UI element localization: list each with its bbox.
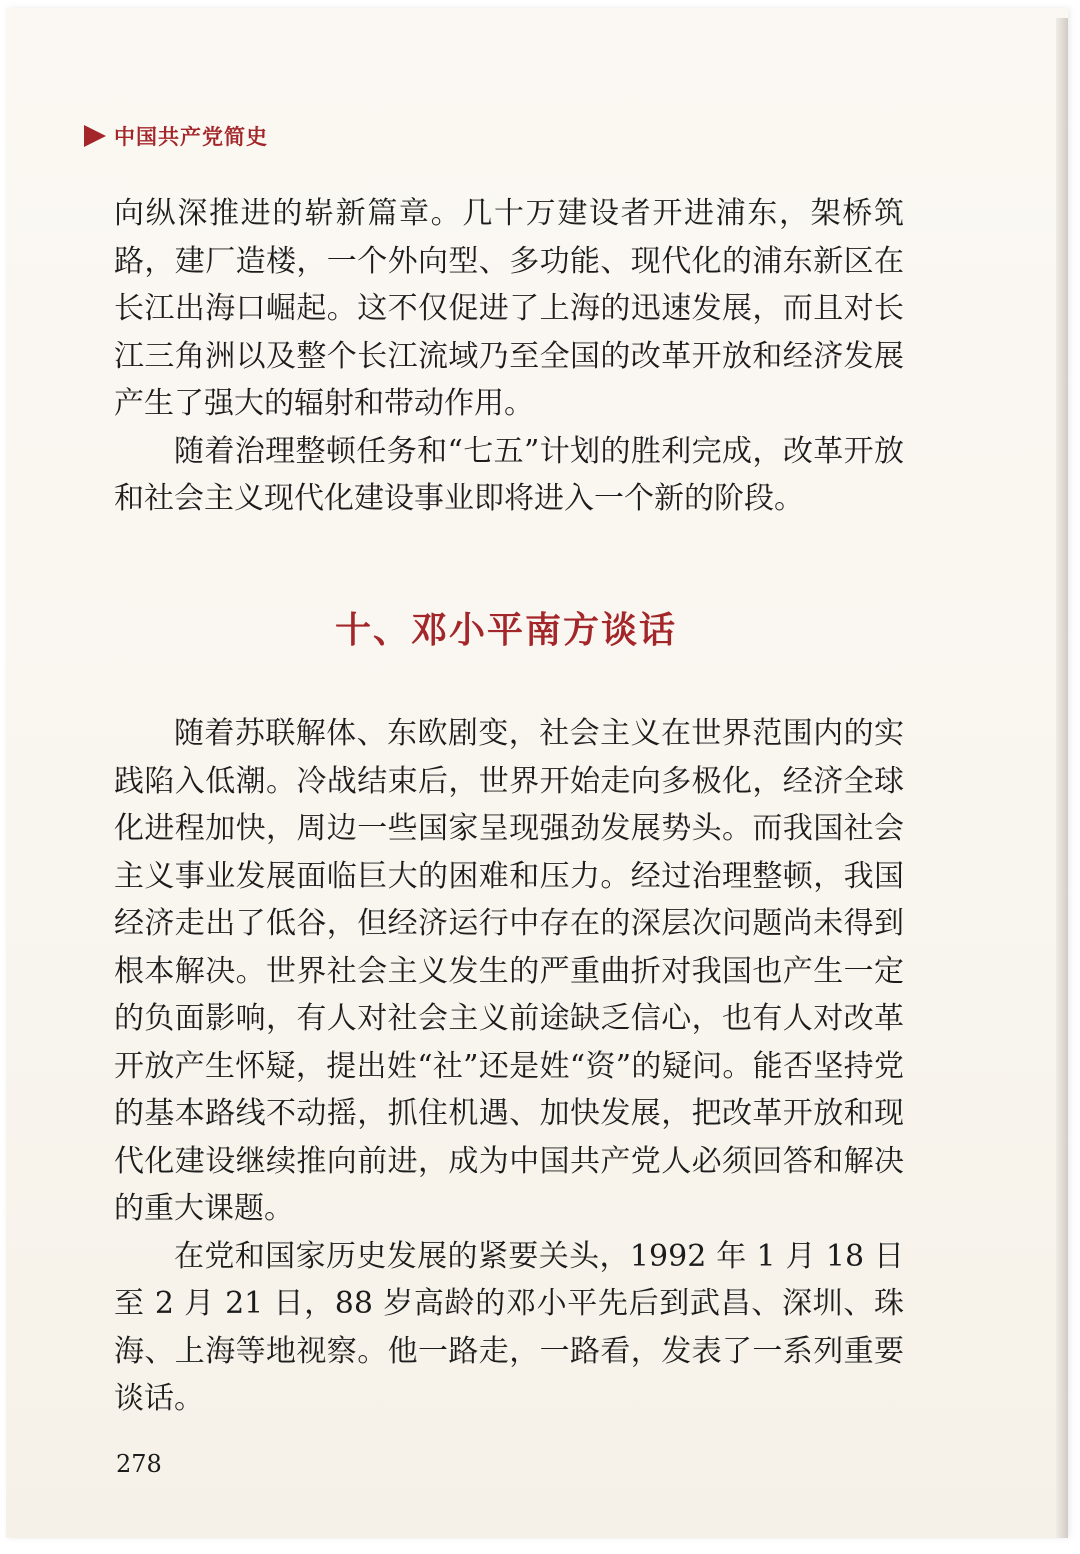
book-page <box>6 8 1068 1538</box>
page-number: 278 <box>116 1450 162 1478</box>
paragraph: 在党和国家历史发展的紧要关头，1992 年 1 月 18 日至 2 月 21 日，88 岁高龄的邓小平先后到武昌、深圳、珠海、上海等地视察。他一路走，一路看，发表了一系列重要谈话。 <box>114 1238 904 1416</box>
section-heading: 十、邓小平南方谈话 <box>334 610 677 651</box>
paragraph: 随着治理整顿任务和“七五”计划的胜利完成，改革开放和社会主义现代化建设事业即将进入一个新的阶段。 <box>114 433 904 516</box>
section-text-block <box>114 710 904 1423</box>
running-head <box>84 120 268 152</box>
page-edge <box>1056 18 1068 1538</box>
book-title: 中国共产党简史 <box>114 125 268 149</box>
intro-text-block <box>114 190 904 523</box>
paragraph-continued: 向纵深推进的崭新篇章。几十万建设者开进浦东，架桥筑路，建厂造楼，一个外向型、多功能、现代化的浦东新区在长江出海口崛起。这不仅促进了上海的迅速发展，而且对长江三角洲以及整个长江流域乃至全国的改革开放和经济发展产生了强大的辐射和带动作用。 <box>114 196 904 421</box>
triangle-marker-icon <box>84 125 106 147</box>
paragraph: 随着苏联解体、东欧剧变，社会主义在世界范围内的实践陷入低潮。冷战结束后，世界开始走向多极化，经济全球化进程加快，周边一些国家呈现强劲发展势头。而我国社会主义事业发展面临巨大的困难和压力。经过治理整顿，我国经济走出了低谷，但经济运行中存在的深层次问题尚未得到根本解决。世界社会主义发生的严重曲折对我国也产生一定的负面影响，有人对社会主义前途缺乏信心，也有人对改革开放产生怀疑，提出姓“社”还是姓“资”的疑问。能否坚持党的基本路线不动摇，抓住机遇、加快发展，把改革开放和现代化建设继续推向前进，成为中国共产党人必须回答和解决的重大课题。 <box>114 716 904 1226</box>
